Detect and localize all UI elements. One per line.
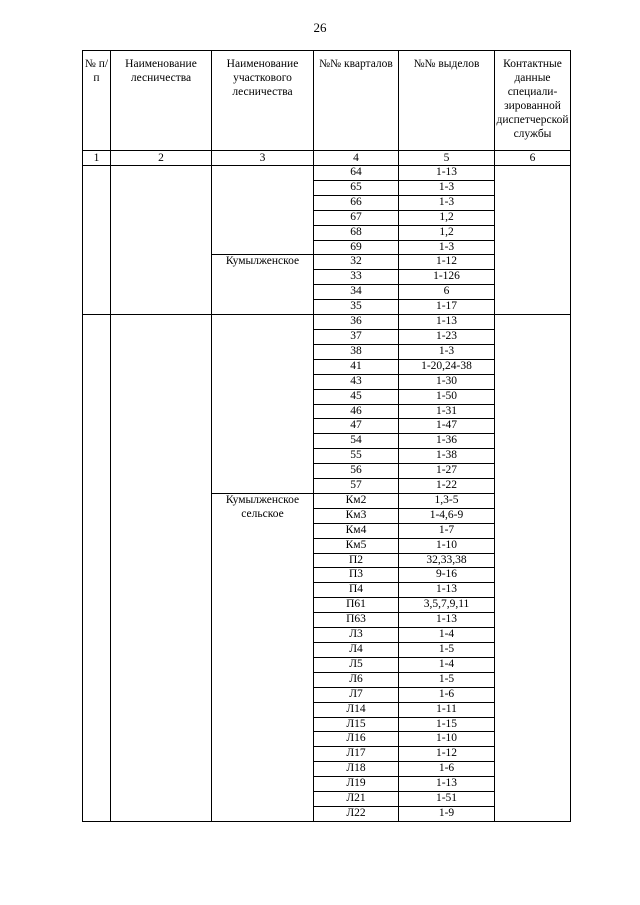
vydel-cell: 6 — [399, 285, 495, 300]
vydel-cell: 1-5 — [399, 643, 495, 658]
kvartal-cell: Л17 — [314, 747, 399, 762]
vydel-cell: 1-12 — [399, 747, 495, 762]
vydel-cell: 1-3 — [399, 180, 495, 195]
vydel-cell: 1-13 — [399, 315, 495, 330]
kvartal-cell: 36 — [314, 315, 399, 330]
vydel-cell: 1-3 — [399, 344, 495, 359]
vydel-cell: 1-6 — [399, 687, 495, 702]
vydel-cell: 32,33,38 — [399, 553, 495, 568]
kvartal-cell: 47 — [314, 419, 399, 434]
kvartal-cell: П2 — [314, 553, 399, 568]
header-uchastok: Наименование участкового лесничества — [212, 51, 314, 151]
uchastok-cell-blank — [212, 315, 314, 494]
kvartal-cell: 57 — [314, 479, 399, 494]
column-index: 5 — [399, 151, 495, 166]
lesnichestvo-cell — [111, 315, 212, 822]
vydel-cell: 1-4,6-9 — [399, 508, 495, 523]
num-cell — [83, 166, 111, 315]
vydel-cell: 1-38 — [399, 449, 495, 464]
vydel-cell: 1-15 — [399, 717, 495, 732]
header-num: № п/п — [83, 51, 111, 151]
kvartal-cell: 41 — [314, 359, 399, 374]
vydel-cell: 1-13 — [399, 583, 495, 598]
vydel-cell: 1,2 — [399, 210, 495, 225]
kvartal-cell: 69 — [314, 240, 399, 255]
column-index: 3 — [212, 151, 314, 166]
kvartal-cell: 34 — [314, 285, 399, 300]
vydel-cell: 1-9 — [399, 806, 495, 821]
vydel-cell: 1-36 — [399, 434, 495, 449]
header-vydely: №№ выделов — [399, 51, 495, 151]
uchastok-name: Кумылженское — [212, 255, 314, 315]
kvartal-cell: 46 — [314, 404, 399, 419]
kvartal-cell: Л18 — [314, 762, 399, 777]
kvartal-cell: 66 — [314, 195, 399, 210]
vydel-cell: 3,5,7,9,11 — [399, 598, 495, 613]
column-index: 6 — [495, 151, 571, 166]
vydel-cell: 1-47 — [399, 419, 495, 434]
vydel-cell: 1-20,24-38 — [399, 359, 495, 374]
vydel-cell: 1-12 — [399, 255, 495, 270]
kvartal-cell: Л14 — [314, 702, 399, 717]
column-index: 2 — [111, 151, 212, 166]
kvartal-cell: Л7 — [314, 687, 399, 702]
lesnichestvo-cell — [111, 166, 212, 315]
vydel-cell: 1-23 — [399, 329, 495, 344]
vydel-cell: 1-6 — [399, 762, 495, 777]
vydel-cell: 1-27 — [399, 464, 495, 479]
vydel-cell: 1-7 — [399, 523, 495, 538]
kvartal-cell: Л5 — [314, 657, 399, 672]
vydel-cell: 1-13 — [399, 777, 495, 792]
vydel-cell: 1-4 — [399, 628, 495, 643]
vydel-cell: 1-10 — [399, 538, 495, 553]
vydel-cell: 1-126 — [399, 270, 495, 285]
kvartal-cell: Л6 — [314, 672, 399, 687]
kvartal-cell: 55 — [314, 449, 399, 464]
vydel-cell: 1-4 — [399, 657, 495, 672]
vydel-cell: 1-11 — [399, 702, 495, 717]
kvartal-cell: 32 — [314, 255, 399, 270]
kvartal-cell: 68 — [314, 225, 399, 240]
vydel-cell: 1-17 — [399, 300, 495, 315]
kvartal-cell: 54 — [314, 434, 399, 449]
column-index: 1 — [83, 151, 111, 166]
kvartal-cell: П3 — [314, 568, 399, 583]
kvartal-cell: 67 — [314, 210, 399, 225]
kvartal-cell: 65 — [314, 180, 399, 195]
vydel-cell: 1-3 — [399, 195, 495, 210]
uchastok-name: Кумылженское сельское — [212, 493, 314, 821]
table-row — [83, 166, 571, 181]
kvartal-cell: Л19 — [314, 777, 399, 792]
vydel-cell: 1-13 — [399, 613, 495, 628]
kvartal-cell: 35 — [314, 300, 399, 315]
kvartal-cell: 33 — [314, 270, 399, 285]
vydel-cell: 1-51 — [399, 792, 495, 807]
kvartal-cell: Л4 — [314, 643, 399, 658]
column-index-row — [83, 151, 571, 166]
kvartal-cell: Км3 — [314, 508, 399, 523]
kvartal-cell: Л16 — [314, 732, 399, 747]
vydel-cell: 1-10 — [399, 732, 495, 747]
vydel-cell: 1-22 — [399, 479, 495, 494]
uchastok-cell-blank — [212, 166, 314, 255]
num-cell — [83, 315, 111, 822]
vydel-cell: 1-50 — [399, 389, 495, 404]
kvartal-cell: Л15 — [314, 717, 399, 732]
vydel-cell: 1-31 — [399, 404, 495, 419]
kvartal-cell: 45 — [314, 389, 399, 404]
kvartal-cell: 56 — [314, 464, 399, 479]
header-contacts: Контактные данные специали-зированной диспетчерской службы — [495, 51, 571, 151]
header-lesnichestvo: Наименование лесничества — [111, 51, 212, 151]
contacts-cell — [495, 315, 571, 822]
vydel-cell: 1-3 — [399, 240, 495, 255]
kvartal-cell: П4 — [314, 583, 399, 598]
vydel-cell: 1,2 — [399, 225, 495, 240]
kvartal-cell: П63 — [314, 613, 399, 628]
forest-table — [82, 50, 571, 822]
contacts-cell — [495, 166, 571, 315]
vydel-cell: 9-16 — [399, 568, 495, 583]
kvartal-cell: Км4 — [314, 523, 399, 538]
column-index: 4 — [314, 151, 399, 166]
page-number: 26 — [313, 20, 327, 35]
kvartal-cell: Л21 — [314, 792, 399, 807]
kvartal-cell: Км5 — [314, 538, 399, 553]
kvartal-cell: П61 — [314, 598, 399, 613]
kvartal-cell: Л3 — [314, 628, 399, 643]
header-row — [83, 51, 571, 151]
header-kvartaly: №№ кварталов — [314, 51, 399, 151]
kvartal-cell: 37 — [314, 329, 399, 344]
table-row — [83, 315, 571, 330]
kvartal-cell: 64 — [314, 166, 399, 181]
kvartal-cell: Км2 — [314, 493, 399, 508]
vydel-cell: 1-13 — [399, 166, 495, 181]
vydel-cell: 1-5 — [399, 672, 495, 687]
kvartal-cell: 43 — [314, 374, 399, 389]
vydel-cell: 1,3-5 — [399, 493, 495, 508]
vydel-cell: 1-30 — [399, 374, 495, 389]
kvartal-cell: Л22 — [314, 806, 399, 821]
kvartal-cell: 38 — [314, 344, 399, 359]
